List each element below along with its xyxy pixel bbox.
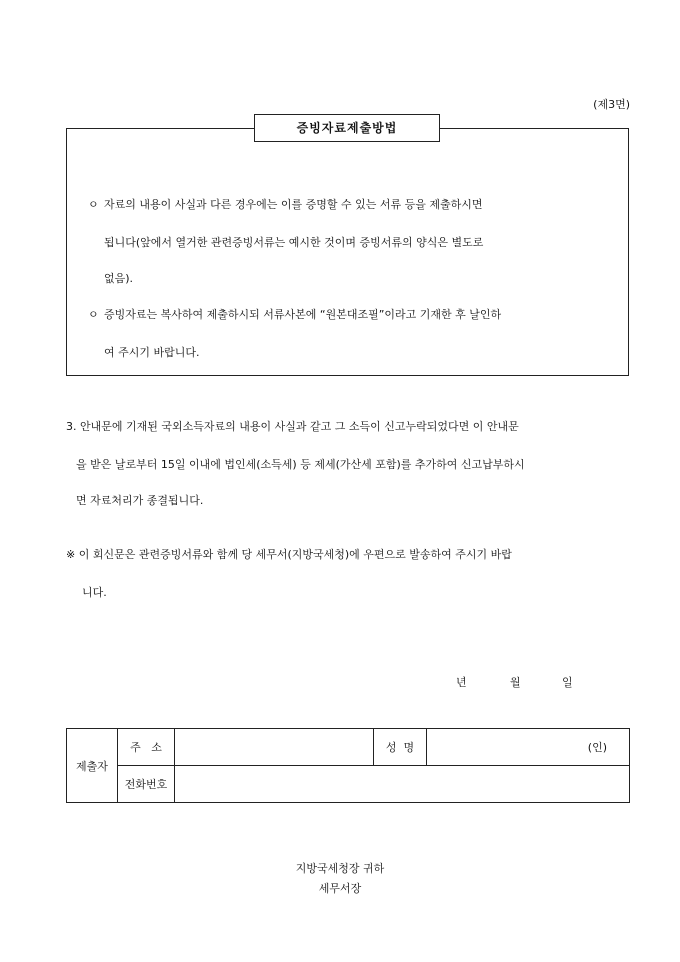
submitter-header: 제출자 [67, 729, 118, 803]
name-field[interactable] [427, 729, 630, 766]
bullet-item-2-line-1: ㅇ 증빙자료는 복사하여 제출하시되 서류사본에 “원본대조필”이라고 기재한 후 날인하 [88, 308, 502, 321]
address-field[interactable] [175, 729, 374, 766]
box-title: 증빙자료제출방법 [254, 114, 440, 142]
bullet-item-2-line-2: 여 주시기 바랍니다. [104, 346, 200, 359]
bullet-mark: ㅇ [88, 308, 99, 321]
footer-line-1: 지방국세청장 귀하 [295, 862, 385, 875]
submitter-table [66, 728, 630, 803]
evidence-method-box [66, 128, 629, 376]
date-day: 일 [562, 676, 573, 689]
bullet-item-1-line-2: 됩니다(앞에서 열거한 관련증빙서류는 예시한 것이며 증빙서류의 양식은 별도로 [104, 236, 484, 249]
bullet-item-1-line-3: 없음). [104, 272, 134, 285]
section-3-line-1: 3. 안내문에 기재된 국외소득자료의 내용이 사실과 같고 그 소득이 신고누락되었다면 이 안내문 [66, 420, 519, 433]
phone-label: 전화번호 [118, 766, 175, 803]
note-line-2: 니다. [82, 586, 107, 599]
bullet-mark: ㅇ [88, 198, 99, 211]
name-label: 성 명 [374, 729, 427, 766]
note-line-1: ※ 이 회신문은 관련증빙서류와 함께 당 세무서(지방국세청)에 우편으로 발송하여 주시기 바랍 [66, 548, 512, 561]
section-3-line-2: 을 받은 날로부터 15일 이내에 법인세(소득세) 등 제세(가산세 포함)를 추가하여 신고납부하시 [76, 458, 525, 471]
address-label: 주 소 [118, 729, 175, 766]
page-number: (제3면) [593, 98, 630, 111]
date-month: 월 [510, 676, 521, 689]
bullet-item-1-line-1: ㅇ 자료의 내용이 사실과 다른 경우에는 이를 증명할 수 있는 서류 등을 제출하시면 [88, 198, 483, 211]
seal-mark: (인) [587, 741, 607, 754]
footer-line-2: 세무서장 [318, 882, 362, 895]
phone-field[interactable] [175, 766, 630, 803]
section-3-line-3: 면 자료처리가 종결됩니다. [76, 494, 204, 507]
date-year: 년 [456, 676, 467, 689]
